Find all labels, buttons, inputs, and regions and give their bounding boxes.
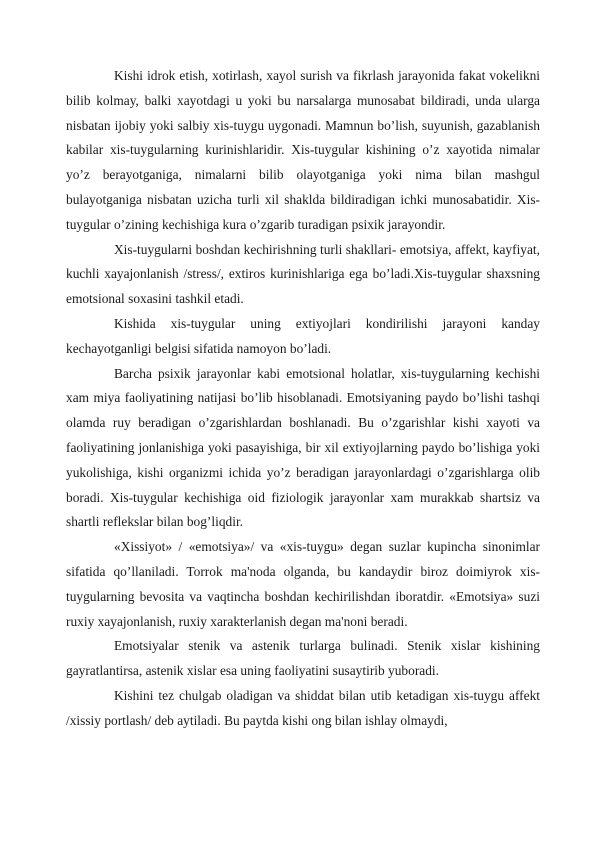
paragraph-2: Xis-tuygularni boshdan kechirishning turli shakllari- emotsiya, affekt, kayfiyat, kuchli xayajonlanish /stress/, extiros kurinishlariga ega bo’ladi.Xis-tuygular shaxsning emotsional soxasini tashkil etadi. [66,241,540,307]
text-column [66,64,540,734]
paragraph-1: Kishi idrok etish, xotirlash, xayol surish va fikrlash jarayonida fakat vokelikni bilib kolmay, balki xayotdagi u yoki bu narsalarga munosabat bildiradi, unda ularga nisbatan ijobiy yoki salbiy xis-tuygu uygonadi. Mamnun bo’lish, suyunish, gazablanish kabilar xis-tuygularning kurinishlaridir. Xis-tuygular kishining o’z xayotida nimalar yo’z berayotganiga, nimalarni bilib olayotganiga yoki nima bilan mashgul bulayotganiga nisbatan uzicha turli xil shaklda bildiradigan ichki munosabatidir. Xis-tuygular o’zining kechishiga kura o’zgarib turadigan psixik jarayondir. [66,68,540,232]
paragraph-6: Emotsiyalar stenik va astenik turlarga bulinadi. Stenik xislar kishining gayratlantirsa, astenik xislar esa uning faoliyatini susaytirib yuboradi. [66,638,540,679]
paragraph-4: Barcha psixik jarayonlar kabi emotsional holatlar, xis-tuygularning kechishi xam miya faoliyatining natijasi bo’lib hisoblanadi. Emotsiyaning paydo bo’lishi tashqi olamda ruy beradigan o’zgarishlardan boshlanadi. Bu o’zgarishlar kishi xayoti va faoliyatining jonlanishiga yoki pasayishiga, bir xil extiyojlarning paydo bo’lishiga yoki yukolishiga, kishi organizmi ichida yo’z beradigan jarayonlardagi o’zgarishlarga olib boradi. Xis-tuygular kechishiga oid fiziologik jarayonlar xam murakkab shartsiz va shartli reflekslar bilan bog’liqdir. [66,365,540,530]
paragraph-3: Kishida xis-tuygular uning extiyojlari kondirilishi jarayoni kanday kechayotganligi belgisi sifatida namoyon bo’ladi. [66,315,540,356]
paragraph-5: «Xissiyot» / «emotsiya»/ va «xis-tuygu» degan suzlar kupincha sinonimlar sifatida qo’llaniladi. Torrok ma'noda olganda, bu kandaydir biroz doimiyrok xis-tuygularning bevosita va vaqtincha boshdan kechirilishdan iboratdir. «Emotsiya» suzi ruxiy xayajonlanish, ruxiy xarakterlanish degan ma'noni beradi. [66,539,540,629]
paragraph-7: Kishini tez chulgab oladigan va shiddat bilan utib ketadigan xis-tuygu affekt /xissiy portlash/ deb aytiladi. Bu paytda kishi ong bilan ishlay olmaydi, [66,687,540,728]
